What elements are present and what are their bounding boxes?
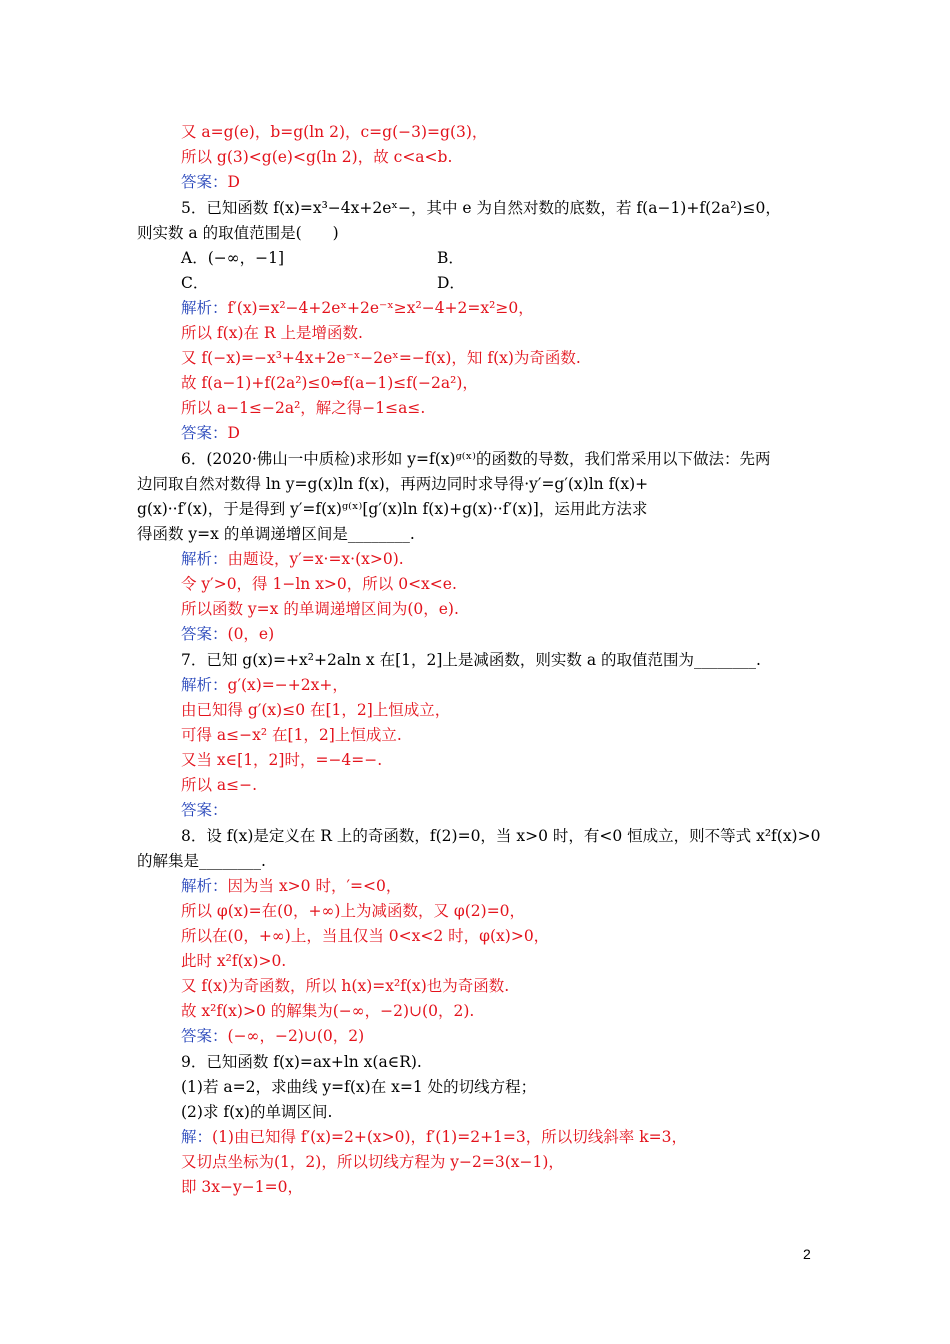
line-content: (0，e) (227, 625, 275, 643)
line-label: 答案： (181, 173, 228, 191)
text-line: D． (437, 274, 465, 292)
text-line: 所以 f(x)在 R 上是增函数. (181, 324, 363, 342)
line-content: g′(x)=−+2x+， (227, 676, 348, 694)
line-content: (−∞，−2)∪(0，2) (227, 1027, 365, 1045)
text-line: 又切点坐标为(1，2)，所以切线方程为 y−2=3(x−1)， (181, 1153, 564, 1171)
text-line: 所以函数 y=x 的单调递增区间为(0，e). (181, 600, 459, 618)
text-line (181, 1026, 364, 1046)
text-line: 此时 x²f(x)>0. (181, 952, 287, 970)
line-label: 解析： (181, 299, 228, 317)
text-line: 由已知得 g′(x)≤0 在[1，2]上恒成立， (181, 701, 451, 719)
text-line (181, 423, 240, 443)
text-line: A．(−∞，−1] (181, 249, 285, 267)
text-line: 所以 φ(x)=在(0，+∞)上为减函数，又 φ(2)=0， (181, 902, 526, 920)
text-line (181, 624, 274, 644)
line-content: f′(x)=x²−4+2eˣ+2e⁻ˣ≥x²−4+2=x²≥0， (227, 299, 534, 317)
line-label: 答案： (181, 801, 228, 819)
text-line: 又 f(−x)=−x³+4x+2e⁻ˣ−2eˣ=−f(x)，知 f(x)为奇函数. (181, 349, 581, 367)
text-line: 所以 g(3)<g(e)<g(ln 2)，故 c<a<b. (181, 148, 453, 166)
line-label: 解析： (181, 877, 228, 895)
text-line: C． (181, 274, 209, 292)
text-line: 边同取自然对数得 ln y=g(x)ln f(x)，再两边同时求导得·y′=g′(x)ln f(x)+ (137, 475, 649, 493)
text-line: g(x)··f′(x)，于是得到 y′=f(x)ᵍ⁽ˣ⁾[g′(x)ln f(x)+g(x)··f′(x)]，运用此方法求 (137, 500, 648, 518)
text-line (181, 298, 534, 318)
text-line: 又 a=g(e)，b=g(ln 2)，c=g(−3)=g(3)， (181, 123, 488, 141)
text-line (181, 675, 348, 695)
text-line (181, 800, 228, 820)
text-line: B． (437, 249, 464, 267)
text-line: 可得 a≤−x² 在[1，2]上恒成立. (181, 726, 402, 744)
text-line: 的解集是________. (137, 852, 266, 870)
line-label: 解析： (181, 550, 228, 568)
text-line: 所以 a−1≤−2a²，解之得−1≤a≤. (181, 399, 426, 417)
line-label: 答案： (181, 625, 228, 643)
line-content: 因为当 x>0 时，′=<0， (227, 877, 402, 895)
line-label: 解： (181, 1128, 213, 1146)
text-line: 令 y′>0，得 1−ln x>0，所以 0<x<e. (181, 575, 457, 593)
line-label: 答案： (181, 1027, 228, 1045)
text-line: 7．已知 g(x)=+x²+2aln x 在[1，2]上是减函数，则实数 a 的取值范围为________. (181, 651, 761, 669)
text-line: 又当 x∈[1，2]时，=−4=−. (181, 751, 383, 769)
text-line: 6．(2020·佛山一中质检)求形如 y=f(x)ᵍ⁽ˣ⁾的函数的导数，我们常采用以下做法：先两 (181, 450, 771, 468)
text-line: 则实数 a 的取值范围是( ) (137, 224, 339, 242)
text-line: 所以在(0，+∞)上，当且仅当 0<x<2 时，φ(x)>0， (181, 927, 550, 945)
line-label: 答案： (181, 424, 228, 442)
text-line: 又 f(x)为奇函数，所以 h(x)=x²f(x)也为奇函数. (181, 977, 510, 995)
text-line: 故 x²f(x)>0 的解集为(−∞，−2)∪(0，2). (181, 1002, 475, 1020)
text-line: (2)求 f(x)的单调区间. (181, 1103, 333, 1121)
line-content: D (227, 173, 240, 191)
line-content: 由题设，y′=x·=x·(x>0). (227, 550, 404, 568)
text-line: 故 f(a−1)+f(2a²)≤0⇔f(a−1)≤f(−2a²)， (181, 374, 478, 392)
text-line: 9．已知函数 f(x)=ax+ln x(a∈R). (181, 1053, 422, 1071)
text-line: 所以 a≤−. (181, 776, 258, 794)
text-line (181, 1127, 687, 1147)
line-content: (1)由已知得 f′(x)=2+(x>0)，f′(1)=2+1=3，所以切线斜率 k=3， (212, 1128, 687, 1146)
text-line: 得函数 y=x 的单调递增区间是________. (137, 525, 415, 543)
page-number: 2 (803, 1246, 811, 1262)
text-line: 5．已知函数 f(x)=x³−4x+2eˣ−，其中 e 为自然对数的底数，若 f(a−1)+f(2a²)≤0， (181, 199, 781, 217)
line-content: D (227, 424, 240, 442)
text-line: (1)若 a=2，求曲线 y=f(x)在 x=1 处的切线方程； (181, 1078, 537, 1096)
text-line (181, 549, 404, 569)
text-line: 8．设 f(x)是定义在 R 上的奇函数，f(2)=0，当 x>0 时，有<0 恒成立，则不等式 x²f(x)>0 (181, 827, 821, 845)
text-line (181, 876, 401, 896)
text-line (181, 172, 240, 192)
line-label: 解析： (181, 676, 228, 694)
text-line: 即 3x−y−1=0， (181, 1178, 303, 1196)
